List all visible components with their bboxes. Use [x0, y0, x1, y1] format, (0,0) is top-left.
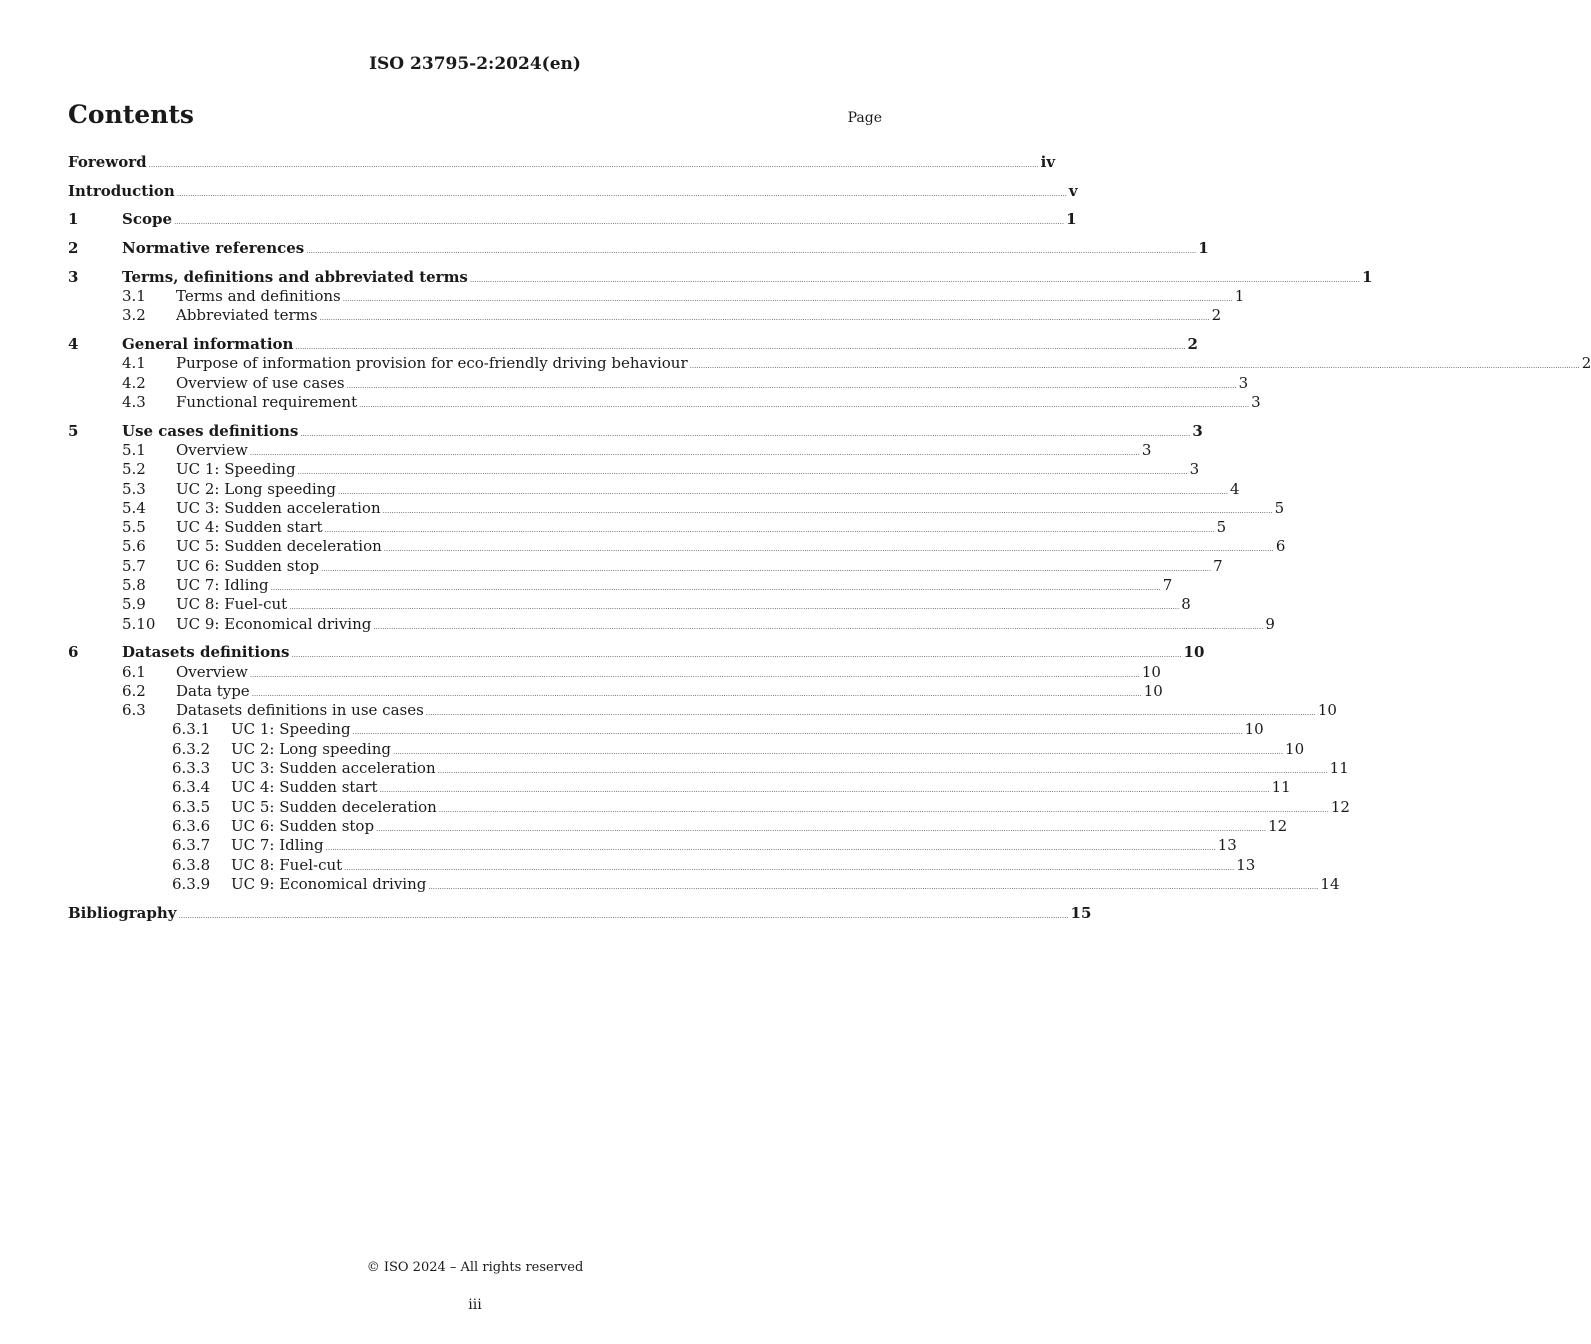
- toc-entry[interactable]: [68, 903, 1092, 923]
- page-number: iii: [468, 1297, 482, 1313]
- toc-entry[interactable]: [68, 614, 1275, 634]
- toc-entry-title: UC 3: Sudden acceleration: [176, 498, 381, 517]
- toc-entry-number: 5.6: [122, 537, 146, 556]
- toc-entry-page: 7: [1162, 575, 1173, 594]
- dot-leader: ................................................................................................................................................................................................................................................................................................................................................................................................................: [428, 882, 1319, 891]
- toc-entry-page: 1: [1361, 267, 1373, 286]
- toc-entry-page: 10: [1244, 720, 1264, 739]
- toc-entry-number: 4: [68, 335, 79, 354]
- toc-entry-title: General information: [122, 335, 294, 354]
- dot-leader: ................................................................................................................................................................................................................................................................................................................................................................................................................: [325, 844, 1216, 853]
- toc-entry[interactable]: [68, 460, 1200, 479]
- toc-entry[interactable]: [68, 836, 1237, 855]
- toc-entry-number: 2: [68, 239, 79, 258]
- toc-entry[interactable]: [68, 335, 1198, 354]
- toc-entry-page: 7: [1213, 556, 1223, 575]
- toc-entry[interactable]: [68, 662, 1161, 682]
- toc-entry-page: 1: [1198, 239, 1209, 258]
- toc-entry-number: 6.3.6: [172, 816, 211, 835]
- toc-entry-title: Bibliography: [68, 903, 177, 922]
- toc-entry-title: Purpose of information provision for eco-friendly driving behaviour: [176, 354, 688, 373]
- dot-leader: ................................................................................................................................................................................................................................................................................................................................................................................................................: [176, 189, 1067, 198]
- toc-entry[interactable]: [68, 354, 1591, 373]
- toc-entry-number: 6.3.7: [172, 836, 211, 855]
- toc-entry-number: 4.3: [122, 392, 146, 411]
- toc-entry-number: 5.8: [122, 575, 146, 594]
- dot-leader: ................................................................................................................................................................................................................................................................................................................................................................................................................: [342, 295, 1233, 304]
- page-column-label: Page: [847, 110, 882, 126]
- dot-leader: ................................................................................................................................................................................................................................................................................................................................................................................................................: [321, 564, 1212, 573]
- contents-heading: Contents: [68, 100, 195, 129]
- toc-entry-title: Datasets definitions: [122, 643, 290, 662]
- toc-entry[interactable]: [68, 643, 1205, 662]
- toc-entry[interactable]: [68, 210, 1077, 229]
- toc-entry-number: 5.4: [122, 498, 146, 517]
- toc-entry-title: Overview of use cases: [176, 373, 345, 392]
- toc-entry-title: Terms, definitions and abbreviated terms: [122, 267, 468, 286]
- toc-entry[interactable]: [68, 739, 1305, 759]
- toc-entry-title: Normative references: [122, 239, 305, 258]
- dot-leader: ................................................................................................................................................................................................................................................................................................................................................................................................................: [393, 747, 1284, 756]
- toc-entry-page: 5: [1274, 498, 1285, 517]
- toc-entry[interactable]: [68, 306, 1222, 325]
- toc-entry-number: 6.2: [122, 681, 146, 700]
- dot-leader: ................................................................................................................................................................................................................................................................................................................................................................................................................: [178, 911, 1069, 920]
- toc-entry-page: 3: [1141, 440, 1152, 459]
- toc-entry[interactable]: [68, 181, 1078, 201]
- toc-entry[interactable]: [68, 440, 1152, 460]
- dot-leader: ................................................................................................................................................................................................................................................................................................................................................................................................................: [174, 218, 1065, 227]
- toc-entry-page: 10: [1317, 701, 1337, 720]
- toc-entry-page: 9: [1265, 614, 1275, 633]
- dot-leader: ................................................................................................................................................................................................................................................................................................................................................................................................................: [148, 161, 1039, 169]
- toc-entry-number: 5.9: [122, 595, 146, 614]
- toc-entry-title: Introduction: [68, 181, 175, 200]
- dot-leader: ................................................................................................................................................................................................................................................................................................................................................................................................................: [289, 603, 1180, 612]
- toc-entry-page: 12: [1268, 816, 1288, 835]
- toc-entry-number: 5.5: [122, 518, 146, 537]
- toc-entry-page: 15: [1070, 903, 1092, 922]
- toc-entry[interactable]: [68, 267, 1373, 287]
- toc-entry-page: 2: [1187, 335, 1198, 354]
- dot-leader: ................................................................................................................................................................................................................................................................................................................................................................................................................: [270, 583, 1161, 592]
- toc-entry[interactable]: [68, 392, 1261, 412]
- toc-entry-page: 14: [1320, 874, 1340, 893]
- toc-entry-page: 2: [1581, 354, 1591, 373]
- dot-leader: ................................................................................................................................................................................................................................................................................................................................................................................................................: [300, 429, 1191, 438]
- toc-entry-title: UC 1: Speeding: [176, 460, 296, 479]
- dot-leader: ................................................................................................................................................................................................................................................................................................................................................................................................................: [295, 343, 1186, 352]
- toc-entry-title: UC 9: Economical driving: [231, 874, 427, 893]
- toc-entry-page: 8: [1181, 595, 1191, 614]
- toc-entry-title: UC 2: Long speeding: [176, 479, 336, 498]
- dot-leader: ................................................................................................................................................................................................................................................................................................................................................................................................................: [383, 545, 1274, 554]
- toc-entry[interactable]: [68, 855, 1256, 875]
- toc-entry-number: 3.1: [122, 287, 146, 306]
- toc-entry-number: 5.10: [122, 614, 156, 633]
- toc-entry-page: 13: [1217, 836, 1237, 855]
- toc-entry[interactable]: [68, 518, 1227, 537]
- toc-entry-title: Scope: [122, 210, 173, 229]
- toc-entry-title: UC 6: Sudden stop: [231, 816, 375, 835]
- toc-entry-page: 10: [1143, 681, 1163, 700]
- toc-entry-number: 6.3.9: [172, 874, 211, 893]
- toc-entry-number: 6.3.8: [172, 855, 211, 874]
- toc-entry-number: 5.2: [122, 460, 146, 479]
- toc-entry-page: 3: [1251, 392, 1261, 411]
- toc-entry[interactable]: [68, 595, 1191, 614]
- dot-leader: ................................................................................................................................................................................................................................................................................................................................................................................................................: [352, 728, 1243, 737]
- toc-entry-number: 4.1: [122, 354, 146, 373]
- toc-entry-title: Functional requirement: [176, 392, 358, 411]
- toc-entry-page: v: [1068, 181, 1078, 200]
- toc-entry-title: UC 5: Sudden deceleration: [231, 797, 437, 816]
- dot-leader: ................................................................................................................................................................................................................................................................................................................................................................................................................: [437, 767, 1328, 776]
- toc-entry-page: 2: [1211, 306, 1222, 325]
- dot-leader: ................................................................................................................................................................................................................................................................................................................................................................................................................: [251, 689, 1142, 698]
- document-header: ISO 23795-2:2024(en): [369, 54, 581, 74]
- toc-entry-number: 3.2: [122, 306, 146, 325]
- dot-leader: ................................................................................................................................................................................................................................................................................................................................................................................................................: [346, 381, 1237, 390]
- toc-entry-title: UC 1: Speeding: [231, 720, 351, 739]
- dot-leader: ................................................................................................................................................................................................................................................................................................................................................................................................................: [297, 468, 1188, 477]
- toc-entry-page: iv: [1040, 153, 1056, 171]
- toc-entry-number: 6.3.1: [172, 720, 211, 739]
- toc-entry-page: 1: [1066, 210, 1077, 229]
- toc-entry[interactable]: [68, 575, 1173, 595]
- toc-entry[interactable]: [68, 759, 1349, 778]
- dot-leader: ................................................................................................................................................................................................................................................................................................................................................................................................................: [344, 863, 1235, 872]
- dot-leader: ................................................................................................................................................................................................................................................................................................................................................................................................................: [382, 506, 1273, 515]
- toc-entry[interactable]: [68, 153, 1056, 172]
- toc-entry-page: 4: [1230, 479, 1240, 498]
- toc-entry[interactable]: [68, 778, 1291, 797]
- toc-entry-title: UC 8: Fuel-cut: [231, 855, 343, 874]
- toc-entry-page: 3: [1238, 373, 1249, 392]
- toc-entry-page: 1: [1234, 287, 1245, 306]
- toc-entry-number: 5.1: [122, 440, 146, 459]
- toc-entry-page: 11: [1329, 759, 1349, 778]
- toc-entry[interactable]: [68, 816, 1288, 836]
- dot-leader: ................................................................................................................................................................................................................................................................................................................................................................................................................: [319, 314, 1210, 323]
- toc-entry-title: Data type: [176, 681, 250, 700]
- toc-entry-page: 10: [1285, 739, 1305, 758]
- toc-entry-title: UC 7: Idling: [176, 575, 269, 594]
- toc-entry-number: 6.3.5: [172, 797, 211, 816]
- toc-entry-title: UC 4: Sudden start: [176, 518, 323, 537]
- toc-entry-number: 3: [68, 267, 79, 286]
- toc-entry-number: 1: [68, 210, 79, 229]
- dot-leader: ................................................................................................................................................................................................................................................................................................................................................................................................................: [291, 651, 1182, 660]
- toc-entry-number: 5.3: [122, 479, 146, 498]
- toc-entry-title: UC 4: Sudden start: [231, 778, 378, 797]
- dot-leader: ................................................................................................................................................................................................................................................................................................................................................................................................................: [689, 362, 1580, 371]
- toc-entry-title: Use cases definitions: [122, 421, 299, 440]
- dot-leader: ................................................................................................................................................................................................................................................................................................................................................................................................................: [373, 622, 1264, 631]
- toc-entry-number: 5: [68, 421, 79, 440]
- toc-entry-number: 6.3.4: [172, 778, 211, 797]
- toc-entry-number: 6.3.2: [172, 739, 211, 758]
- dot-leader: ................................................................................................................................................................................................................................................................................................................................................................................................................: [438, 805, 1329, 814]
- toc-entry-title: Abbreviated terms: [176, 306, 318, 325]
- toc-entry-number: 6.1: [122, 662, 146, 681]
- dot-leader: ................................................................................................................................................................................................................................................................................................................................................................................................................: [425, 709, 1316, 718]
- toc-entry-number: 4.2: [122, 373, 146, 392]
- toc-entry-title: UC 7: Idling: [231, 836, 324, 855]
- toc-entry[interactable]: [68, 720, 1264, 739]
- toc-entry[interactable]: [68, 556, 1223, 576]
- toc-entry[interactable]: [68, 874, 1340, 894]
- toc-entry-page: 3: [1189, 460, 1200, 479]
- toc-entry-page: 12: [1330, 797, 1350, 816]
- toc-entry[interactable]: [68, 537, 1286, 556]
- toc-entry[interactable]: [68, 239, 1209, 258]
- toc-entry-number: 6.3: [122, 701, 146, 720]
- toc-entry-title: UC 9: Economical driving: [176, 614, 372, 633]
- table-of-contents: [68, 153, 1591, 923]
- toc-entry-title: Terms and definitions: [176, 287, 341, 306]
- toc-entry-number: 5.7: [122, 556, 146, 575]
- toc-entry-page: 3: [1192, 421, 1203, 440]
- toc-entry[interactable]: [68, 797, 1350, 817]
- toc-entry-title: UC 2: Long speeding: [231, 739, 391, 758]
- dot-leader: ................................................................................................................................................................................................................................................................................................................................................................................................................: [249, 670, 1140, 679]
- toc-entry-page: 11: [1271, 778, 1291, 797]
- dot-leader: ................................................................................................................................................................................................................................................................................................................................................................................................................: [376, 824, 1267, 833]
- toc-entry[interactable]: [68, 373, 1249, 393]
- toc-entry-title: Overview: [176, 662, 248, 681]
- dot-leader: ................................................................................................................................................................................................................................................................................................................................................................................................................: [338, 487, 1229, 496]
- toc-entry-title: UC 5: Sudden deceleration: [176, 537, 382, 556]
- toc-entry-number: 6.3.3: [172, 759, 211, 778]
- toc-entry-title: UC 3: Sudden acceleration: [231, 759, 436, 778]
- dot-leader: ................................................................................................................................................................................................................................................................................................................................................................................................................: [469, 275, 1360, 284]
- toc-entry-title: UC 8: Fuel-cut: [176, 595, 288, 614]
- toc-entry-page: 10: [1183, 643, 1205, 662]
- toc-entry-title: UC 6: Sudden stop: [176, 556, 320, 575]
- dot-leader: ................................................................................................................................................................................................................................................................................................................................................................................................................: [379, 786, 1270, 795]
- dot-leader: ................................................................................................................................................................................................................................................................................................................................................................................................................: [324, 526, 1215, 535]
- copyright-footer: © ISO 2024 – All rights reserved: [366, 1260, 584, 1275]
- dot-leader: ................................................................................................................................................................................................................................................................................................................................................................................................................: [359, 400, 1250, 409]
- toc-entry[interactable]: [68, 421, 1203, 441]
- toc-entry[interactable]: [68, 479, 1240, 499]
- dot-leader: ................................................................................................................................................................................................................................................................................................................................................................................................................: [306, 247, 1197, 256]
- toc-entry[interactable]: [68, 681, 1163, 701]
- toc-entry-page: 13: [1236, 855, 1256, 874]
- toc-entry-title: Overview: [176, 440, 248, 459]
- toc-entry[interactable]: [68, 498, 1285, 518]
- toc-entry-page: 6: [1275, 537, 1286, 556]
- toc-entry-title: Datasets definitions in use cases: [176, 701, 424, 720]
- toc-entry-title: Foreword: [68, 153, 147, 171]
- toc-entry-page: 10: [1141, 662, 1161, 681]
- dot-leader: ................................................................................................................................................................................................................................................................................................................................................................................................................: [249, 448, 1140, 457]
- toc-entry-number: 6: [68, 643, 79, 662]
- toc-entry-page: 5: [1216, 518, 1227, 537]
- toc-entry[interactable]: [68, 701, 1337, 720]
- toc-entry[interactable]: [68, 287, 1245, 306]
